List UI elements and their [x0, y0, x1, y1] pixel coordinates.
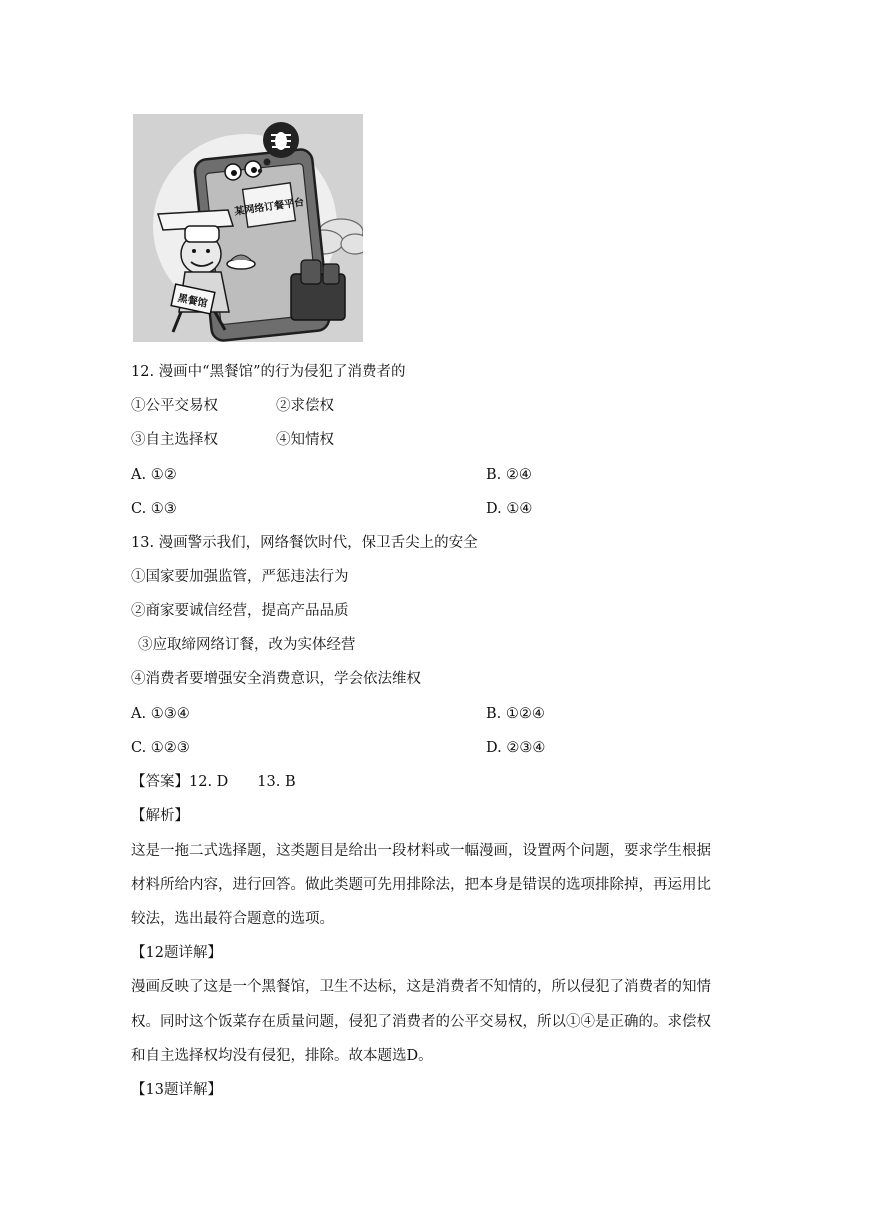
detail13-heading: 【13题详解】	[131, 1082, 222, 1098]
q12-option-2: ②求偿权	[276, 398, 334, 414]
q12-option-1: ①公平交易权	[131, 398, 218, 414]
q13-option-4: ④消费者要增强安全消费意识，学会依法维权	[131, 671, 421, 687]
q13-stem: 13. 漫画警示我们，网络餐饮时代，保卫舌尖上的安全	[131, 535, 478, 551]
analysis-heading: 【解析】	[131, 808, 189, 824]
answer-text: 12. D 13. B	[189, 774, 296, 790]
detail12-heading: 【12题详解】	[131, 945, 222, 961]
analysis-line-1: 这是一拖二式选择题，这类题目是给出一段材料或一幅漫画，设置两个问题，要求学生根据	[131, 843, 711, 859]
answer-line	[131, 772, 296, 792]
bug-icon	[271, 133, 291, 149]
q12-stem: 12. 漫画中“黑餐馆”的行为侵犯了消费者的	[131, 364, 406, 380]
q12-option-4: ④知情权	[276, 432, 334, 448]
q13-option-3: ③应取缔网络订餐，改为实体经营	[138, 637, 356, 653]
q13-option-2: ②商家要诚信经营，提高产品品质	[131, 603, 349, 619]
q13-option-1: ①国家要加强监管，严惩违法行为	[131, 569, 349, 585]
q13-choice-c: C. ①②③	[131, 740, 190, 756]
q13-choice-b: B. ①②④	[486, 706, 545, 722]
q12-choice-d: D. ①④	[486, 501, 533, 517]
detail12-line-2: 权。同时这个饭菜存在质量问题，侵犯了消费者的公平交易权，所以①④是正确的。求偿权	[131, 1014, 711, 1030]
q12-option-3: ③自主选择权	[131, 432, 218, 448]
q12-choice-b: B. ②④	[486, 467, 532, 483]
screen-title: 某网络订餐平台	[233, 197, 305, 218]
q12-choice-c: C. ①③	[131, 501, 177, 517]
cartoon-illustration	[133, 114, 363, 342]
analysis-line-3: 较法，选出最符合题意的选项。	[131, 911, 334, 927]
q12-choice-a: A. ①②	[131, 467, 177, 483]
q13-choice-d: D. ②③④	[486, 740, 546, 756]
detail12-line-3: 和自主选择权均没有侵犯，排除。故本题选D。	[131, 1048, 433, 1064]
analysis-line-2: 材料所给内容，进行回答。做此类题可先用排除法，把本身是错误的选项排除掉，再运用比	[131, 877, 711, 893]
answer-label: 【答案】	[131, 774, 189, 790]
detail12-line-1: 漫画反映了这是一个黑餐馆，卫生不达标，这是消费者不知情的，所以侵犯了消费者的知情	[131, 979, 711, 995]
q13-choice-a: A. ①③④	[131, 706, 190, 722]
sign-text: 黑餐馆	[176, 292, 209, 310]
